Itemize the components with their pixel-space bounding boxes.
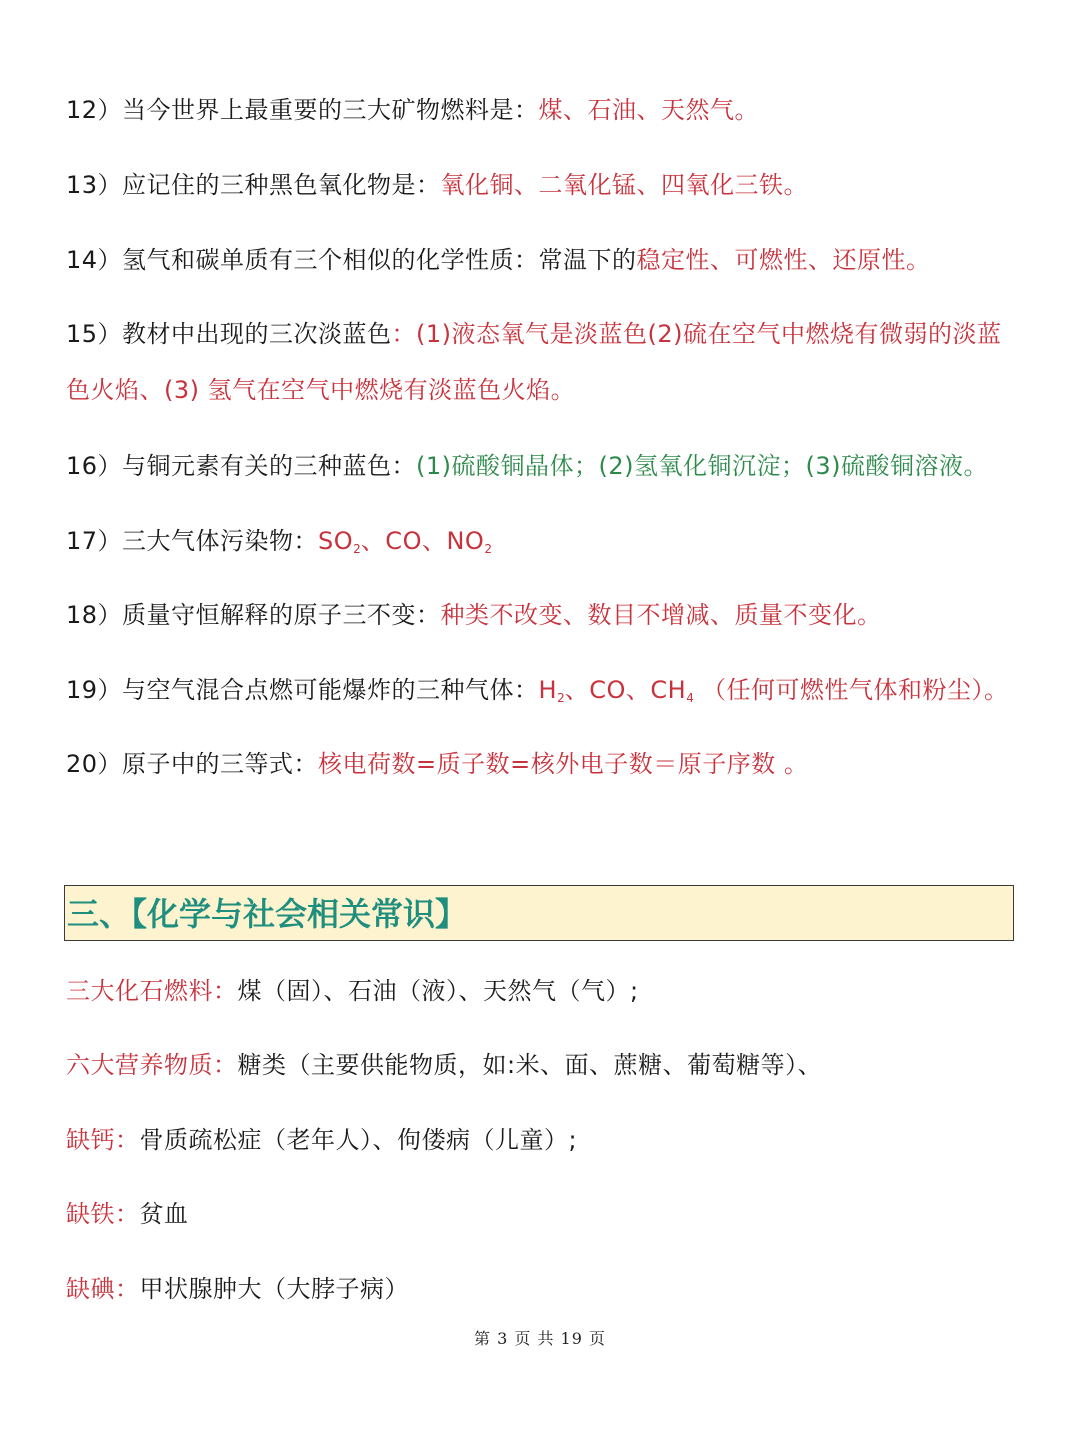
item-17-answer: [318, 527, 492, 555]
item-20: [66, 748, 808, 780]
co-no-formula: 、CO、NO: [360, 527, 485, 555]
fact-key: 六大营养物质：: [66, 1051, 238, 1079]
item-19-note: （任何可燃性气体和粉尘）。: [693, 676, 1009, 704]
item-12: [66, 94, 759, 126]
so2-subscript: 2: [353, 542, 361, 556]
fact-value: 糖类（主要供能物质，如:米、面、蔗糖、葡萄糖等）、: [237, 1051, 823, 1079]
h2-subscript: 2: [557, 691, 565, 705]
fact-fossil-fuels: [66, 975, 639, 1007]
fact-key: 缺铁：: [66, 1200, 140, 1228]
ch4-subscript: 4: [686, 691, 694, 705]
item-18-prefix: 18）质量守恒解释的原子三不变：: [66, 601, 441, 629]
fact-value: 甲状腺肿大（大脖子病）: [139, 1275, 409, 1303]
fact-key: 缺碘：: [66, 1275, 140, 1303]
item-20-answer: 核电荷数=质子数=核外电子数＝原子序数 。: [318, 750, 809, 778]
section-title: 三、【化学与社会相关常识】: [67, 895, 468, 933]
item-17: [66, 525, 492, 565]
item-19: [66, 674, 1008, 714]
item-15-prefix: 15）教材中出现的三次淡蓝色: [66, 320, 392, 348]
co-ch4-formula: 、CO、CH: [564, 676, 687, 704]
item-13-prefix: 13）应记住的三种黑色氧化物是：: [66, 171, 441, 199]
fact-value: 贫血: [139, 1200, 189, 1228]
fact-value: 煤（固）、石油（液）、天然气（气）;: [237, 977, 639, 1005]
item-12-prefix: 12）当今世界上最重要的三大矿物燃料是：: [66, 96, 539, 124]
item-14: [66, 244, 931, 276]
item-16-prefix: 16）与铜元素有关的三种蓝色：: [66, 452, 417, 480]
item-18: [66, 599, 882, 631]
fact-key: 缺钙：: [66, 1126, 140, 1154]
item-14-answer: 稳定性、可燃性、还原性。: [636, 246, 931, 274]
fact-nutrients: [66, 1049, 822, 1081]
item-16-answer: (1)硫酸铜晶体；(2)氢氧化铜沉淀；(3)硫酸铜溶液。: [416, 452, 989, 480]
fact-value: 骨质疏松症（老年人）、佝偻病（儿童）;: [139, 1126, 578, 1154]
section-header: [64, 885, 1014, 941]
fact-iodine: [66, 1273, 409, 1305]
fact-key: 三大化石燃料：: [66, 977, 238, 1005]
item-16: [66, 450, 988, 482]
item-14-prefix: 14）氢气和碳单质有三个相似的化学性质：常温下的: [66, 246, 637, 274]
fact-iron: [66, 1198, 189, 1230]
item-15: [66, 306, 1016, 418]
item-15-answer: ：(1)液态氧气是淡蓝色(2)硫在空气中燃烧有微弱的淡蓝色火焰、(3) 氢气在空气中燃烧有淡蓝色火焰。: [66, 320, 1002, 404]
page-number: 第 3 页 共 19 页: [474, 1329, 606, 1348]
no2-subscript: 2: [484, 542, 492, 556]
h2-formula: H: [538, 676, 558, 704]
item-19-prefix: 19）与空气混合点燃可能爆炸的三种气体：: [66, 676, 539, 704]
item-20-prefix: 20）原子中的三等式：: [66, 750, 319, 778]
item-17-prefix: 17）三大气体污染物：: [66, 527, 319, 555]
item-19-answer: [539, 676, 1009, 704]
fact-calcium: [66, 1124, 577, 1156]
item-12-answer: 煤、石油、天然气。: [538, 96, 760, 124]
so2-formula: SO: [318, 527, 354, 555]
item-18-answer: 种类不改变、数目不增减、质量不变化。: [440, 601, 882, 629]
item-13-answer: 氧化铜、二氧化锰、四氧化三铁。: [440, 171, 809, 199]
item-13: [66, 169, 808, 201]
